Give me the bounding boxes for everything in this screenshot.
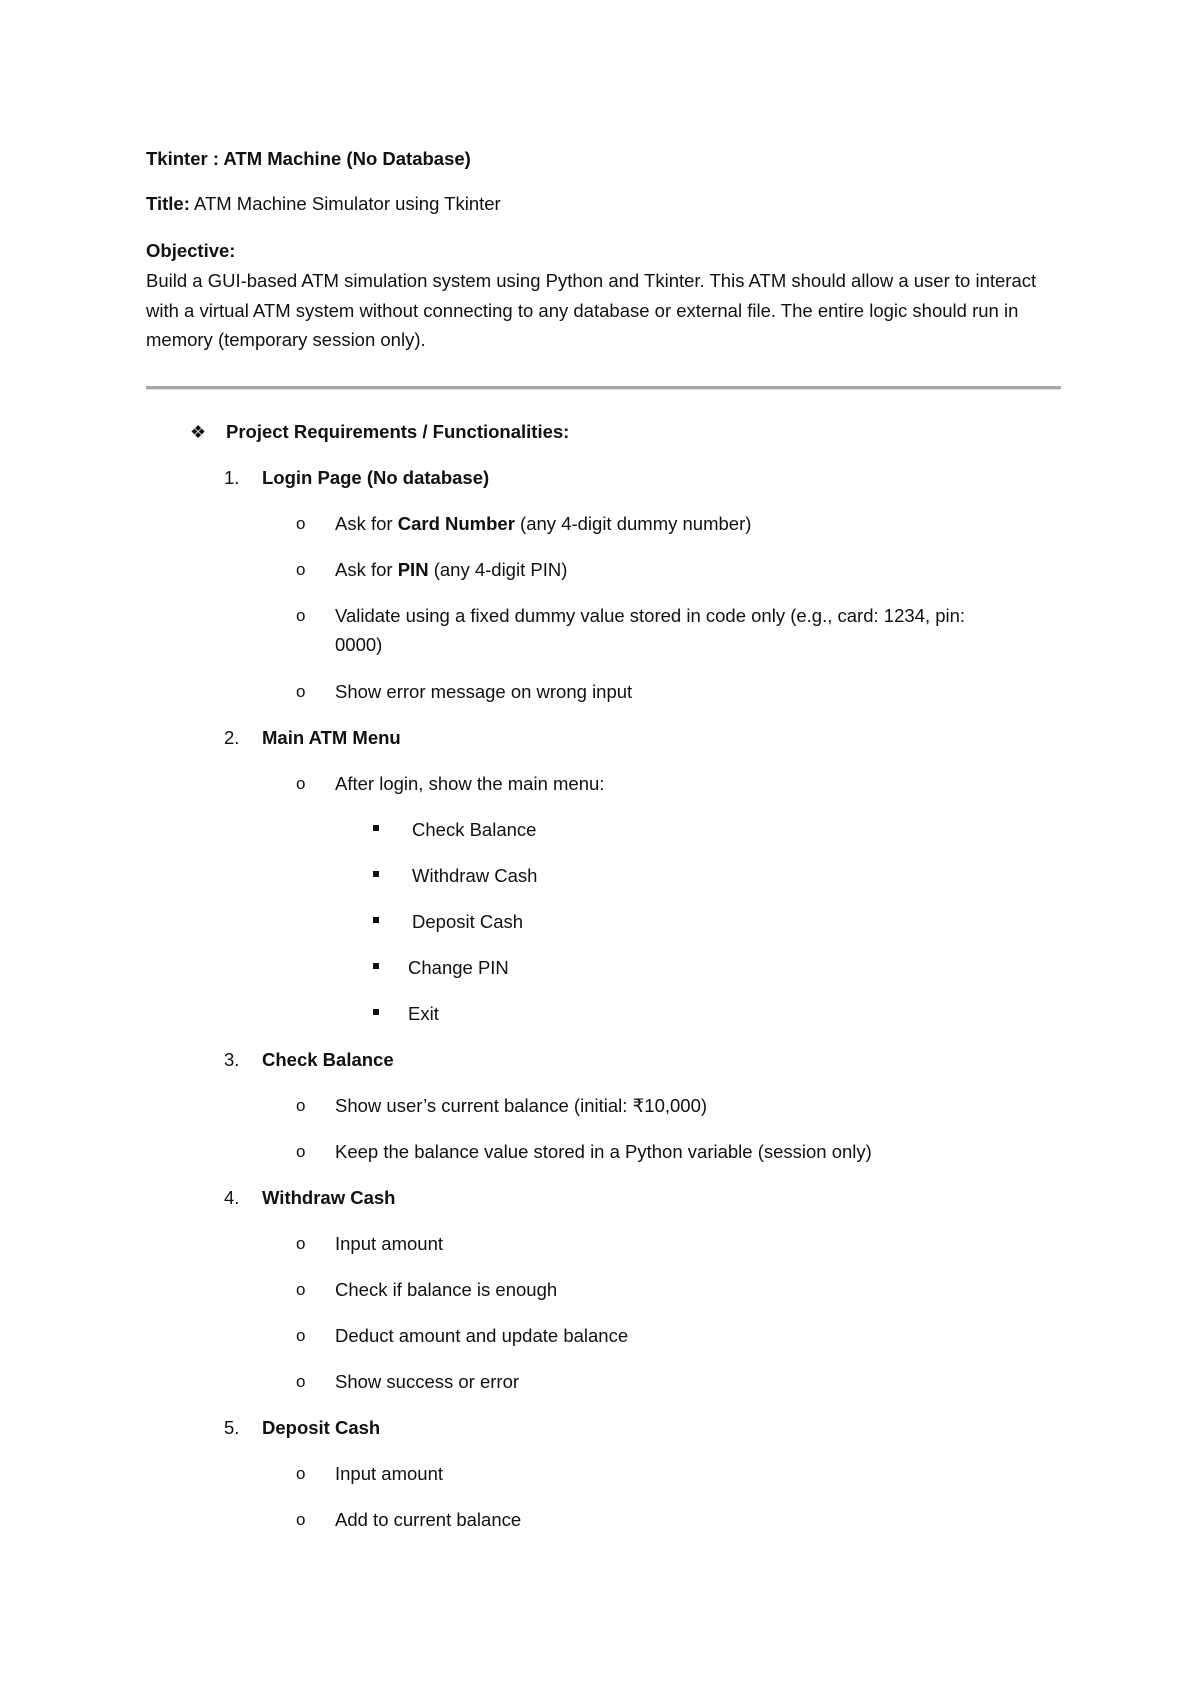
menu-list-item: Withdraw Cash: [412, 865, 538, 886]
circle-bullet-icon: o: [296, 774, 306, 793]
list-item: Deduct amount and update balance: [335, 1325, 629, 1346]
section-number: 4.: [224, 1187, 240, 1208]
menu-list-item: Change PIN: [408, 957, 509, 978]
circle-bullet-icon: o: [296, 606, 306, 625]
list-item: Ask for Card Number (any 4-digit dummy number): [335, 513, 752, 534]
section-number: 1.: [224, 467, 240, 488]
diamond-bullet-icon: ❖: [190, 422, 207, 442]
list-item: Ask for PIN (any 4-digit PIN): [335, 559, 568, 580]
circle-bullet-icon: o: [296, 1234, 306, 1253]
title-line: [146, 189, 501, 219]
title-label: Title:: [146, 193, 190, 214]
square-bullet-icon: [373, 1009, 379, 1015]
document-heading: Tkinter : ATM Machine (No Database): [146, 148, 471, 169]
list-item: Show success or error: [335, 1371, 520, 1392]
section-title: Deposit Cash: [262, 1417, 381, 1438]
list-item: Validate using a fixed dummy value stored in code only (e.g., card: 1234, pin:: [335, 605, 966, 626]
circle-bullet-icon: o: [296, 1510, 306, 1529]
circle-bullet-icon: o: [296, 1096, 306, 1115]
horizontal-divider: [146, 386, 1061, 390]
list-item: Keep the balance value stored in a Python variable (session only): [335, 1141, 872, 1162]
section-number: 3.: [224, 1049, 240, 1070]
square-bullet-icon: [373, 871, 379, 877]
square-bullet-icon: [373, 917, 379, 923]
circle-bullet-icon: o: [296, 1464, 306, 1483]
list-item: After login, show the main menu:: [335, 773, 605, 794]
section-title: Login Page (No database): [262, 467, 490, 488]
list-item-continuation: 0000): [335, 634, 383, 655]
section-title: Main ATM Menu: [262, 727, 401, 748]
circle-bullet-icon: o: [296, 1372, 306, 1391]
section-number: 2.: [224, 727, 240, 748]
list-item: Check if balance is enough: [335, 1279, 558, 1300]
square-bullet-icon: [373, 825, 379, 831]
title-text: ATM Machine Simulator using Tkinter: [189, 193, 501, 214]
requirements-heading: Project Requirements / Functionalities:: [226, 421, 570, 442]
menu-list-item: Check Balance: [412, 819, 537, 840]
square-bullet-icon: [373, 963, 379, 969]
circle-bullet-icon: o: [296, 682, 306, 701]
menu-list-item: Exit: [408, 1003, 439, 1024]
menu-list-item: Deposit Cash: [412, 911, 524, 932]
list-item: Input amount: [335, 1463, 443, 1484]
objective-paragraph: Build a GUI-based ATM simulation system using Python and Tkinter. This ATM should allow a user to interact with a virtual ATM system without connecting to any database or external file. The entire logic should run in memory (temporary session only).: [146, 270, 1037, 350]
section-title: Withdraw Cash: [262, 1187, 396, 1208]
objective-label: Objective:: [146, 240, 236, 261]
section-number: 5.: [224, 1417, 240, 1438]
circle-bullet-icon: o: [296, 1142, 306, 1161]
list-item: Show error message on wrong input: [335, 681, 633, 702]
list-item: Show user’s current balance (initial: ₹10,000): [335, 1095, 708, 1116]
circle-bullet-icon: o: [296, 1280, 306, 1299]
circle-bullet-icon: o: [296, 1326, 306, 1345]
list-item: Add to current balance: [335, 1509, 522, 1530]
section-title: Check Balance: [262, 1049, 394, 1070]
circle-bullet-icon: o: [296, 560, 306, 579]
list-item: Input amount: [335, 1233, 443, 1254]
circle-bullet-icon: o: [296, 514, 306, 533]
